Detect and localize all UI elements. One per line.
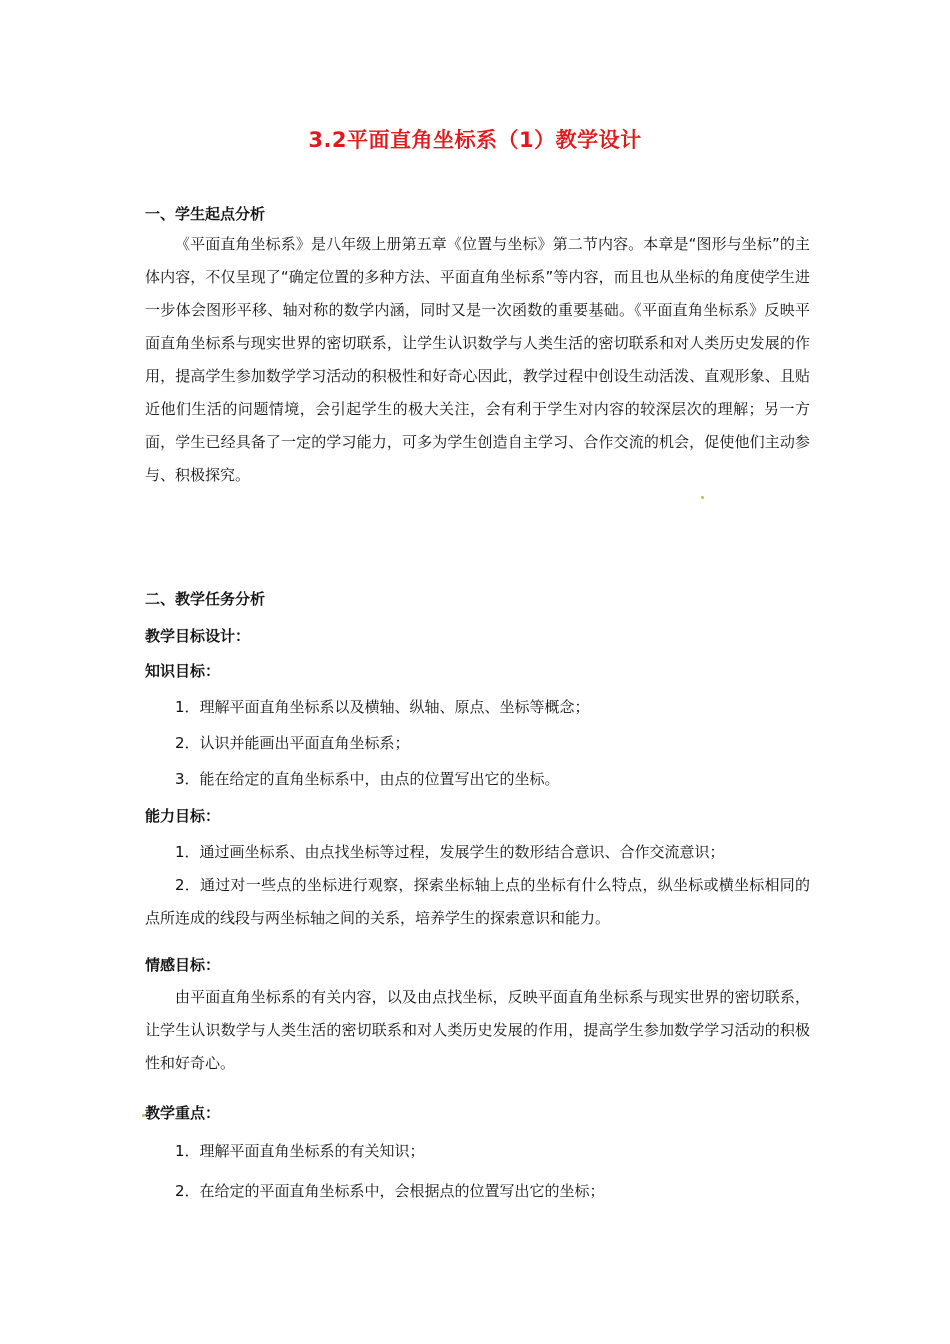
knowledge-item-3: 3．能在给定的直角坐标系中，由点的位置写出它的坐标。 bbox=[175, 770, 560, 788]
emotion-goal-paragraph: 由平面直角坐标系的有关内容，以及由点找坐标，反映平面直角坐标系与现实世界的密切联系，让学生认识数学与人类生活的密切联系和对人类历史发展的作用，提高学生参加数学学习活动的积极性和好奇心。 bbox=[145, 988, 810, 1072]
document-title: 3.2平面直角坐标系（1）教学设计 bbox=[308, 128, 642, 152]
section-heading-task-analysis: 二、教学任务分析 bbox=[145, 590, 266, 608]
ability-goal-heading: 能力目标： bbox=[145, 807, 221, 825]
ability-item-1: 1．通过画坐标系、由点找坐标等过程，发展学生的数形结合意识、合作交流意识； bbox=[175, 843, 725, 861]
knowledge-item-1: 1．理解平面直角坐标系以及横轴、纵轴、原点、坐标等概念； bbox=[175, 698, 590, 716]
stray-mark bbox=[701, 496, 704, 499]
goal-design-heading: 教学目标设计： bbox=[145, 627, 251, 645]
section-heading-student-analysis: 一、学生起点分析 bbox=[145, 205, 266, 223]
ability-item-2: 2．通过对一些点的坐标进行观察，探索坐标轴上点的坐标有什么特点，纵坐标或横坐标相同的点所连成的线段与两坐标轴之间的关系，培养学生的探索意识和能力。 bbox=[145, 876, 810, 927]
key-point-item-1: 1．理解平面直角坐标系的有关知识； bbox=[175, 1142, 425, 1160]
knowledge-item-2: 2．认识并能画出平面直角坐标系； bbox=[175, 734, 410, 752]
knowledge-goal-heading: 知识目标： bbox=[145, 662, 221, 680]
student-analysis-paragraph: 《平面直角坐标系》是八年级上册第五章《位置与坐标》第二节内容。本章是“图形与坐标”的主体内容，不仅呈现了“确定位置的多种方法、平面直角坐标系”等内容，而且也从坐标的角度使学生进一步体会图形平移、轴对称的数学内涵，同时又是一次函数的重要基础。《平面直角坐标系》反映平面直角坐标系与现实世界的密切联系，让学生认识数学与人类生活的密切联系和对人类历史发展的作用，提高学生参加数学学习活动的积极性和好奇心因此，教学过程中创设生动活泼、直观形象、且贴近他们生活的问题情境，会引起学生的极大关注，会有利于学生对内容的较深层次的理解；另一方面，学生已经具备了一定的学习能力，可多为学生创造自主学习、合作交流的机会，促使他们主动参与、积极探究。 bbox=[145, 235, 810, 484]
stray-mark bbox=[142, 1114, 145, 1117]
emotion-goal-heading: 情感目标： bbox=[145, 956, 221, 974]
key-points-heading: 教学重点： bbox=[145, 1104, 221, 1122]
key-point-item-2: 2．在给定的平面直角坐标系中，会根据点的位置写出它的坐标； bbox=[175, 1182, 605, 1200]
